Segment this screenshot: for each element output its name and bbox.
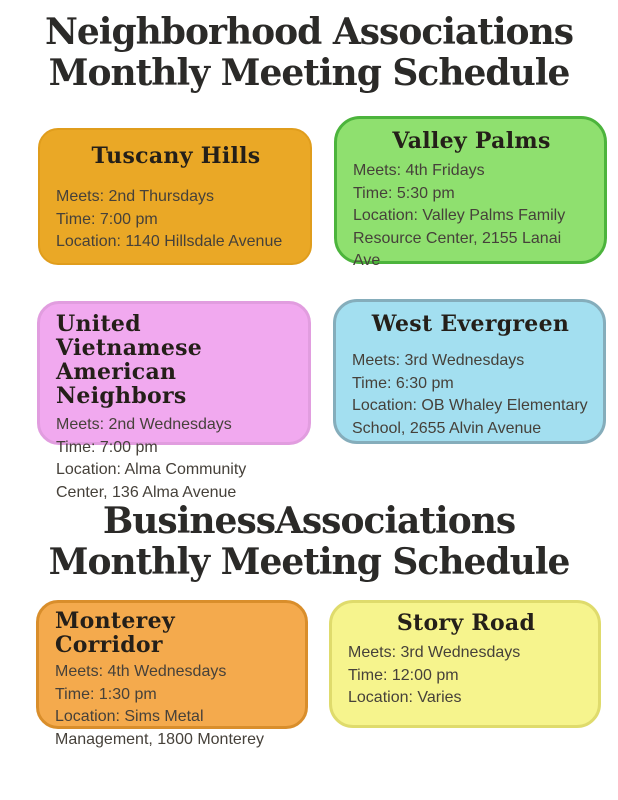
heading-line-1: BusinessAssociations <box>102 500 516 542</box>
card-time: Time: 1:30 pm <box>55 685 157 703</box>
card-title-united-vietnamese: United Vietnamese American Neighbors <box>56 311 203 409</box>
card-time: Time: 6:30 pm <box>352 374 454 392</box>
card-time: Time: 7:00 pm <box>56 438 158 456</box>
card-title-tuscany-hills: Tuscany Hills <box>91 143 261 169</box>
card-location: Location: Sims Metal Management, 1800 Monterey <box>55 708 265 748</box>
card-meets: Meets: 3rd Wednesdays <box>348 644 521 661</box>
card-title-story-road: Story Road <box>396 610 536 636</box>
card-story-road <box>329 600 601 728</box>
card-title-monterey-corridor: Monterey Corridor <box>55 608 175 658</box>
card-time: Time: 5:30 pm <box>353 184 455 202</box>
card-time: Time: 12:00 pm <box>348 666 459 684</box>
card-time: Time: 7:00 pm <box>56 210 158 228</box>
card-meets: Meets: 4th Fridays <box>353 162 485 179</box>
card-meets: Meets: 4th Wednesdays <box>55 663 227 680</box>
card-title-west-evergreen: West Evergreen <box>371 311 570 337</box>
heading-business-associations <box>0 501 618 583</box>
card-location: Location: 1140 Hillsdale Avenue <box>56 233 283 250</box>
card-location: Location: Varies <box>348 689 462 706</box>
card-location: Location: Alma Community Center, 136 Alma Avenue <box>56 461 247 501</box>
card-tuscany-hills <box>38 128 312 265</box>
card-title-valley-palms: Valley Palms <box>392 128 551 154</box>
heading-line-1: Neighborhood Associations <box>44 11 574 53</box>
card-location: Location: Valley Palms Family Resource Center, 2155 Lanai Ave <box>353 207 566 269</box>
heading-line-2: Monthly Meeting Schedule <box>48 52 570 94</box>
card-west-evergreen <box>333 299 606 444</box>
card-meets: Meets: 2nd Thursdays <box>56 188 215 205</box>
heading-line-2: Monthly Meeting Schedule <box>48 541 570 583</box>
card-united-vietnamese-american-neighbors <box>37 301 311 501</box>
card-location: Location: OB Whaley Elementary School, 2655 Alvin Avenue <box>352 397 588 437</box>
card-valley-palms <box>334 116 607 269</box>
card-meets: Meets: 3rd Wednesdays <box>352 352 525 369</box>
heading-neighborhood-associations <box>0 12 618 94</box>
card-meets: Meets: 2nd Wednesdays <box>56 416 232 433</box>
card-monterey-corridor <box>36 600 308 748</box>
